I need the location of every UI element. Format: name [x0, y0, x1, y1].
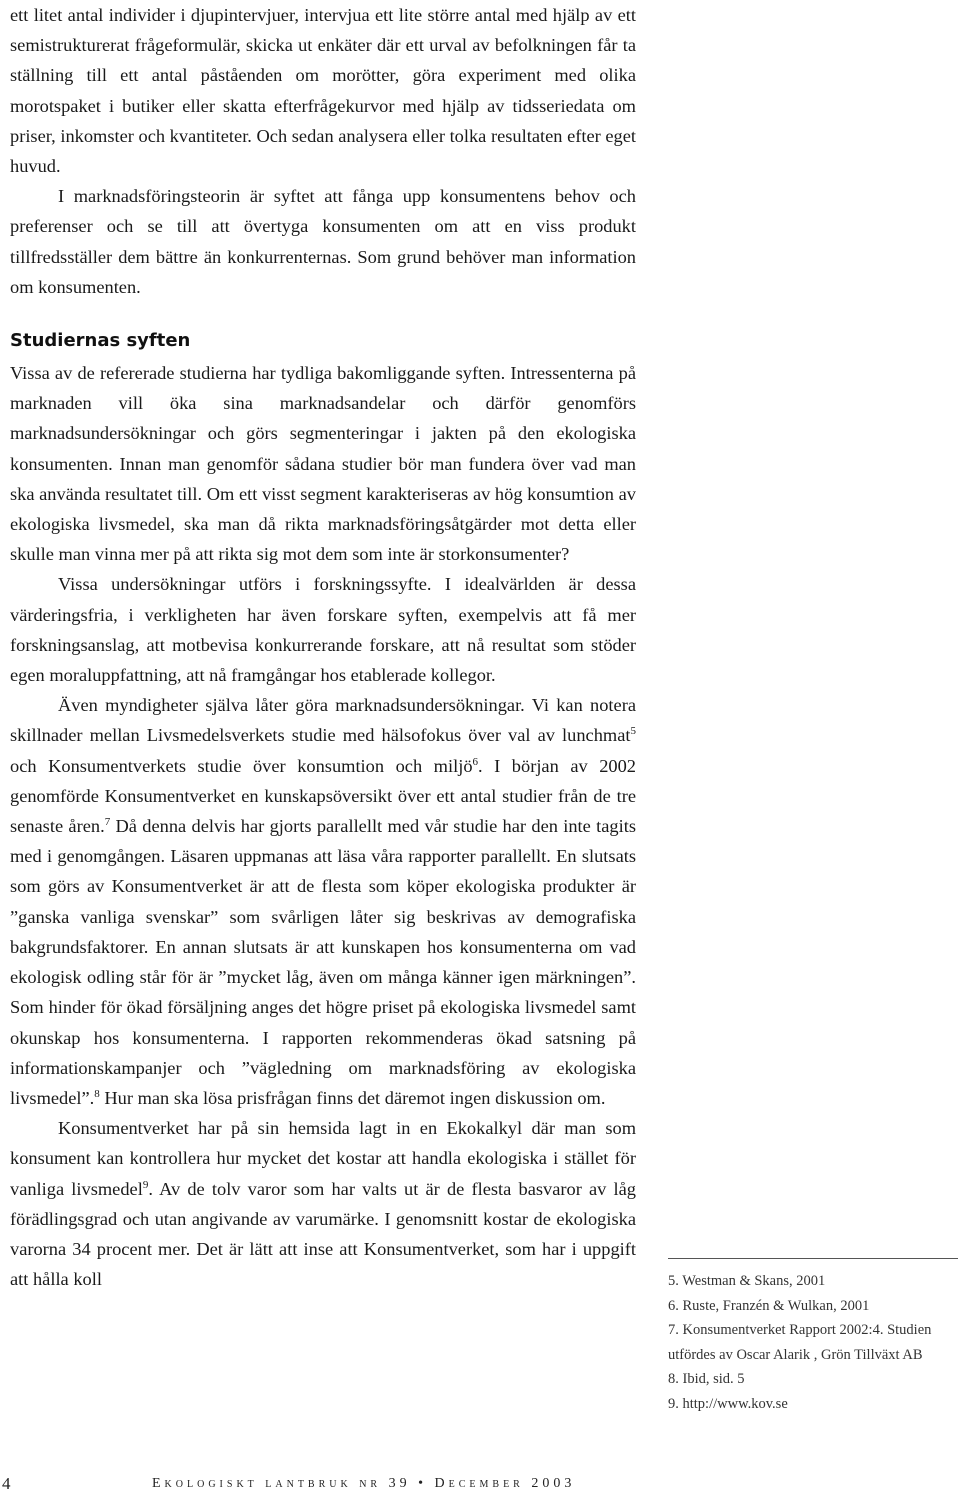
section-heading: Studiernas syften: [10, 330, 191, 352]
text-run: Då denna delvis har gjorts parallellt med vår studie har den inte tagits med i genomgången. Läsaren uppmanas att läsa våra rapporter parallellt. En slutsats som görs av Konsumentverket är att de flesta som köper ekologiska produkter är ”ganska vanliga svenskar” som svårligen låter sig beskrivas av demografiska bakgrundsfaktorer. En annan slutsats är att kunskapen hos konsumenterna om vad ekologisk odling står för är ”mycket låg, även om många känner igen märkningen”. Som hinder för ökad försäljning anges det högre priset på ekologiska livsmedel samt okunskap hos konsumenterna. I rapporten rekommenderas ökad satsning på informationskampanjer och ”vägledning om marknadsföring av ekologiska livsmedel”.: [10, 816, 637, 1108]
footnote-6: 6. Ruste, Franzén & Wulkan, 2001: [668, 1297, 870, 1314]
footnote-5: 5. Westman & Skans, 2001: [668, 1273, 826, 1289]
paragraph: I marknadsföringsteorin är syftet att fånga upp konsumentens behov och preferenser och se till att övertyga konsumenten om att en viss produkt tillfredsställer dem bättre än konkurrenternas. Som grund behöver man information om konsumenten.: [10, 186, 636, 297]
paragraph: [10, 690, 636, 1113]
text-run: och Konsumentverkets studie över konsumtion och miljö: [10, 755, 473, 776]
footnote-9: 9. http://www.kov.se: [668, 1395, 788, 1412]
journal-title: Ekologiskt lantbruk nr 39 • December 2003: [152, 1476, 576, 1491]
page-number: 4: [2, 1474, 11, 1493]
text-run: . I början av 2002 genomförde Konsumentverket en kunskapsöversikt över ett antal studier från de tre senaste åren.: [10, 755, 636, 837]
text-run: Hur man ska lösa prisfrågan finns det däremot ingen diskussion om.: [99, 1087, 606, 1108]
text-run: Även myndigheter själva låter göra marknadsundersökningar. Vi kan notera skillnader mellan Livsmedelsverkets studie med hälsofokus över val av lunchmat: [10, 695, 636, 746]
footnote-ref: 5: [630, 725, 636, 738]
footnotes: [668, 1258, 958, 1416]
footnote-ref: 8: [94, 1087, 100, 1100]
paragraph: Vissa undersökningar utförs i forskningssyfte. I idealvärlden är dessa värderingsfria, i verkligheten har även forskare syften, exempelvis att få mer forskningsanslag, att motbevisa konkurrerande forskare, att nå resultat som stöder egen moraluppfattning, att nå framgångar hos etablerade kollegor.: [10, 574, 636, 686]
text-run: . Av de tolv varor som har valts ut är de flesta basvaror av låg förädlingsgrad och utan angivande av varumärke. I genomsnitt kostar de ekologiska varorna 34 procent mer. Det är lätt att inse att Konsumentverket, som har i uppgift att hålla koll: [10, 1178, 636, 1290]
footnote-ref: 7: [104, 815, 111, 828]
page-footer: [0, 1474, 960, 1496]
paragraph: Vissa av de refererade studierna har tydliga bakomliggande syften. Intressenterna på marknaden vill öka sina marknadsandelar och därför genomförs marknadsundersökningar och görs segmenteringar i jakten på den ekologiska konsumenten. Innan man genomför sådana studier bör man fundera över vad man ska använda resultatet till. Om ett visst segment karakteriseras av hög konsumtion av ekologiska livsmedel, ska man då rikta marknadsföringsåtgärder mot detta eller skulle man vinna mer på att rikta sig mot dem som inte är storkonsumenter?: [10, 363, 636, 565]
footnote-ref: 6: [472, 755, 479, 768]
footnote-ref: 9: [142, 1178, 149, 1191]
footnote-7: 7. Konsumentverket Rapport 2002:4. Studien utfördes av Oscar Alarik , Grön Tillväxt AB: [668, 1322, 932, 1363]
paragraph: [10, 1113, 636, 1294]
paragraph: ett litet antal individer i djupintervjuer, intervjua ett lite större antal med hjälp av ett semistrukturerat frågeformulär, skicka ut enkäter där ett urval av befolkningen får ta ställning till ett antal påståenden om morötter, göra experiment med olika morotspaket i butiker eller skatta efterfrågekurvor med hjälp av tidsseriedata om priser, inkomster och kvantiteter. Och sedan analysera eller tolka resultaten efter eget huvud.: [10, 5, 636, 177]
text-run: Konsumentverket har på sin hemsida lagt in en Ekokalkyl där man som konsument kan kontrollera hur mycket det kostar att handla ekologiska i stället för vanliga livsmedel: [10, 1118, 636, 1199]
main-text-column: [10, 0, 636, 1294]
footnote-8: 8. Ibid, sid. 5: [668, 1371, 745, 1387]
